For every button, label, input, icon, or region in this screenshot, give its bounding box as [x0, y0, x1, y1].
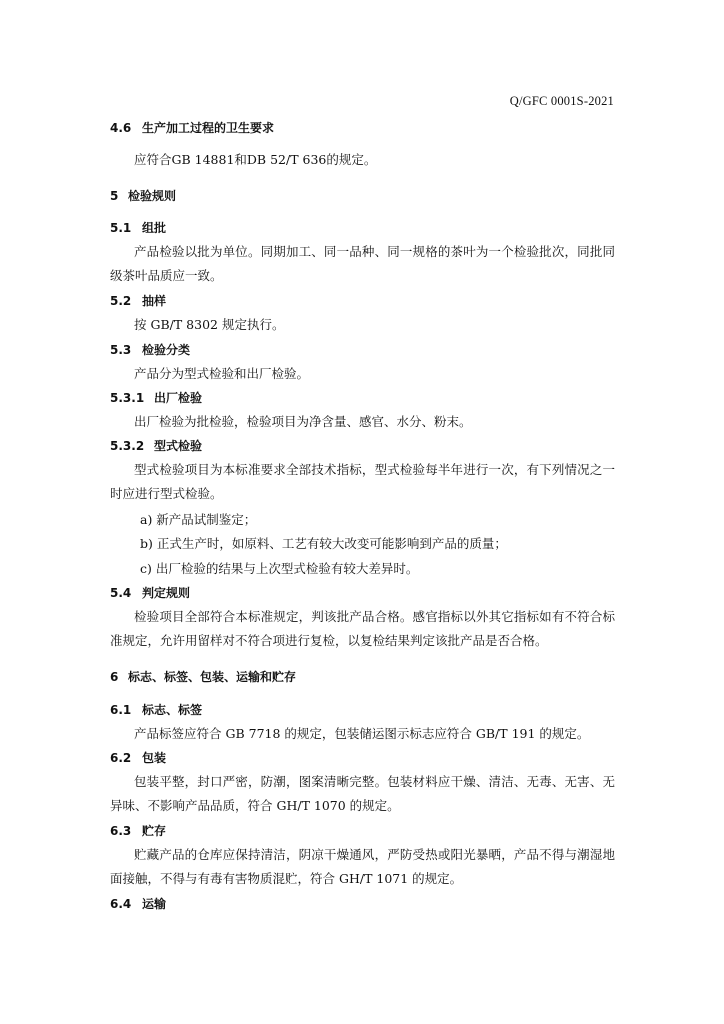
heading-6-3 [110, 819, 615, 843]
heading-6-4 [110, 892, 615, 916]
section-title: 贮存 [142, 824, 167, 838]
heading-5-3 [110, 338, 615, 362]
section-title: 出厂检验 [154, 391, 203, 405]
section-title: 型式检验 [154, 439, 203, 453]
heading-6-2 [110, 746, 615, 770]
section-number: 4.6 [110, 121, 132, 135]
section-number: 5.2 [110, 294, 132, 308]
paragraph-5-3: 产品分为型式检验和出厂检验。 [134, 366, 310, 381]
heading-5-4 [110, 581, 615, 605]
section-number: 5.3.1 [110, 391, 145, 405]
section-number: 5.3 [110, 343, 132, 357]
heading-5-1 [110, 216, 615, 240]
heading-5 [110, 184, 615, 208]
paragraph-6-2: 包装平整，封口严密，防潮，图案清晰完整。包装材料应干燥、清洁、无毒、无害、无异味、不影响产品品质，符合 GH/T 1070 的规定。 [110, 774, 615, 813]
list-item-a: a) 新产品试制鉴定； [140, 512, 257, 527]
list-item-b: b) 正式生产时，如原料、工艺有较大改变可能影响到产品的质量； [140, 536, 507, 551]
section-title: 检验分类 [142, 343, 191, 357]
list-item-c: c) 出厂检验的结果与上次型式检验有较大差异时。 [140, 561, 419, 576]
section-number: 6.4 [110, 897, 132, 911]
section-title: 标志、标签、包装、运输和贮存 [128, 670, 297, 684]
paragraph-5-4: 检验项目全部符合本标准规定，判该批产品合格。感官指标以外其它指标如有不符合标准规定，允许用留样对不符合项进行复检，以复检结果判定该批产品是否合格。 [110, 609, 615, 648]
document-code: Q/GFC 0001S-2021 [509, 94, 614, 108]
heading-6 [110, 665, 615, 689]
heading-5-3-2 [110, 434, 615, 458]
section-title: 运输 [142, 897, 167, 911]
paragraph-6-3: 贮藏产品的仓库应保持清洁，阴凉干燥通风，严防受热或阳光暴晒，产品不得与潮湿地面接触，不得与有毒有害物质混贮，符合 GH/T 1071 的规定。 [110, 847, 615, 886]
section-title: 生产加工过程的卫生要求 [142, 121, 275, 135]
paragraph-6-1: 产品标签应符合 GB 7718 的规定，包装储运图示标志应符合 GB/T 191 的规定。 [134, 726, 590, 741]
section-number: 6.2 [110, 751, 132, 765]
section-number: 6.3 [110, 824, 132, 838]
section-number: 6 [110, 670, 119, 684]
section-title: 组批 [142, 221, 167, 235]
section-title: 检验规则 [128, 189, 177, 203]
section-title: 标志、标签 [142, 703, 203, 717]
section-number: 5.4 [110, 586, 132, 600]
section-number: 6.1 [110, 703, 132, 717]
heading-4-6 [110, 116, 615, 140]
heading-5-3-1 [110, 386, 615, 410]
paragraph-4-6: 应符合GB 14881和DB 52/T 636的规定。 [134, 152, 377, 167]
paragraph-5-1: 产品检验以批为单位。同期加工、同一品种、同一规格的茶叶为一个检验批次，同批同级茶叶品质应一致。 [110, 244, 615, 283]
paragraph-5-3-2: 型式检验项目为本标准要求全部技术指标，型式检验每半年进行一次，有下列情况之一时应进行型式检验。 [110, 462, 615, 501]
section-title: 包装 [142, 751, 167, 765]
section-number: 5.3.2 [110, 439, 145, 453]
paragraph-5-3-1: 出厂检验为批检验，检验项目为净含量、感官、水分、粉末。 [134, 414, 472, 429]
section-title: 抽样 [142, 294, 167, 308]
section-number: 5 [110, 189, 119, 203]
section-title: 判定规则 [142, 586, 191, 600]
heading-5-2 [110, 289, 615, 313]
section-number: 5.1 [110, 221, 132, 235]
heading-6-1 [110, 698, 615, 722]
paragraph-5-2: 按 GB/T 8302 规定执行。 [134, 317, 285, 332]
